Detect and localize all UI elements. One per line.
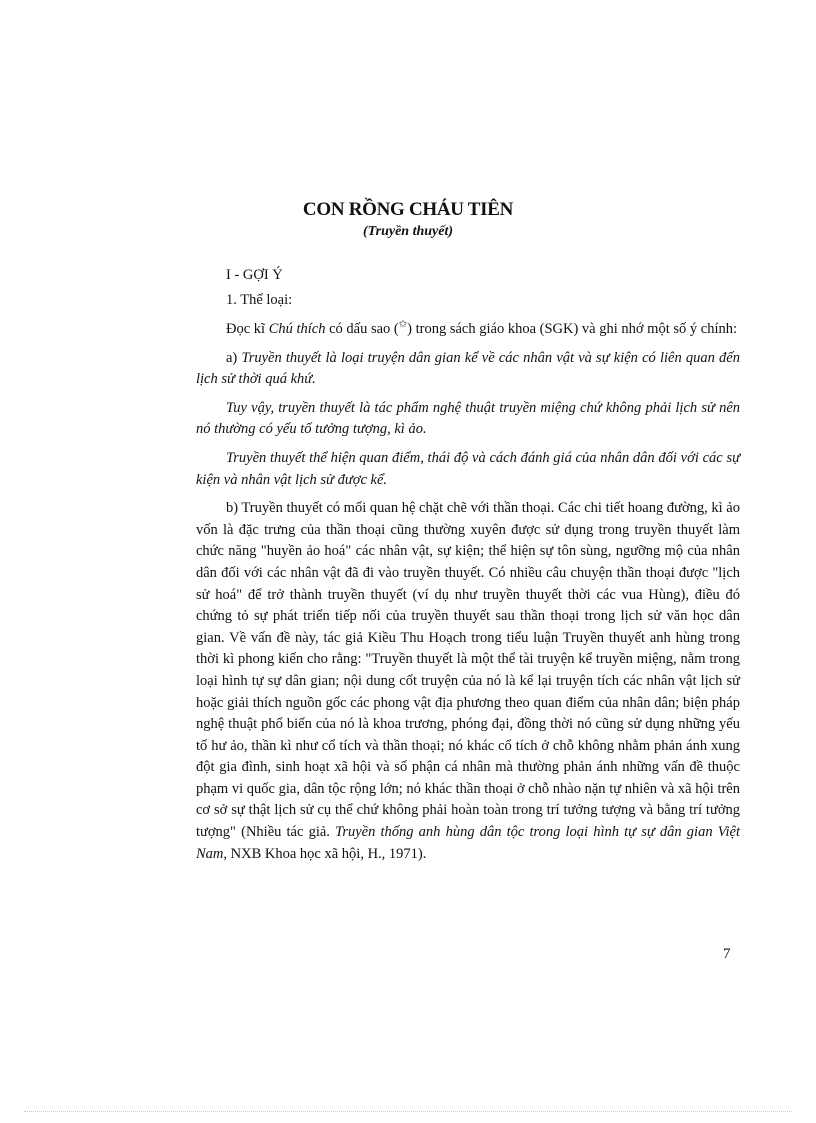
paragraph-2-text: Tuy vậy, truyền thuyết là tác phẩm nghệ thuật truyền miệng chứ không phải lịch sử nên nó thường có yếu tố tưởng tượng, kì ảo. <box>196 399 740 438</box>
bottom-divider <box>24 1111 792 1112</box>
page-title: CON RỒNG CHÁU TIÊN <box>302 199 514 220</box>
paragraph-b <box>196 498 740 865</box>
body-text <box>196 265 740 872</box>
paragraph-a <box>196 348 740 391</box>
subheading-genre: 1. Thể loại: <box>226 291 293 308</box>
star-icon: ✩ <box>398 319 408 331</box>
page-number: 7 <box>723 946 731 962</box>
paragraph-intro-text-2: có dấu sao ( <box>325 321 399 338</box>
page-subtitle: (Truyền thuyết) <box>362 224 454 239</box>
paragraph-3 <box>196 448 740 491</box>
section-heading: I - GỢI Ý <box>226 267 283 283</box>
paragraph-a-text: Truyền thuyết là loại truyện dân gian kể về các nhân vật và sự kiện có liên quan đến lịch sử thời quá khứ. <box>196 349 740 388</box>
paragraph-intro-text-3: ) trong sách giáo khoa (SGK) và ghi nhớ một số ý chính: <box>407 321 737 338</box>
citation-tail: , NXB Khoa học xã hội, H., 1971). <box>223 845 427 862</box>
paragraph-b-text: b) Truyền thuyết có mối quan hệ chặt chẽ với thần thoại. Các chi tiết hoang đường, kì ảo vốn là đặc trưng của thần thoại cũng thường xuyên được sử dụng trong truyền thuyết làm chức năng "huyền ảo hoá" các nhân vật, sự kiện; thể hiện sự tôn sùng, ngưỡng mộ của nhân dân đối với các nhân vật đã đi vào truyền thuyết. Có nhiều câu chuyện thần thoại được "lịch sử hoá" để trở thành truyền thuyết (ví dụ như truyền thuyết thời các vua Hùng), điều đó chứng tỏ sự phát triển tiếp nối của truyền thuyết sau thần thoại trong lịch sử văn học dân gian. Về vấn đề này, tác giả Kiều Thu Hoạch trong tiểu luận Truyền thuyết anh hùng trong thời kì phong kiến cho rằng: "Truyền thuyết là một thể tài truyện kể truyền miệng, nằm trong loại hình tự sự dân gian; nội dung cốt truyện của nó là kể lại truyện tích các nhân vật lịch sử hoặc giải thích nguồn gốc các phong vật địa phương theo quan điểm của nhân dân; biện pháp nghệ thuật phổ biến của nó là khoa trương, phóng đại, đồng thời nó cũng sử dụng những yếu tố hư ảo, thần kì như cổ tích và thần thoại; nó khác cổ tích ở chỗ không nhằm phản ánh xung đột gia đình, sinh hoạt xã hội và số phận cá nhân mà thường phản ánh những vấn đề thuộc phạm vi quốc gia, dân tộc rộng lớn; nó khác thần thoại ở chỗ nhào nặn tự nhiên và xã hội trên cơ sở sự thật lịch sử cụ thể chứ không phải hoàn toàn trong trí tưởng tượng và bằng trí tưởng tượng" (Nhiều tác giả. <box>196 500 740 841</box>
paragraph-2 <box>196 398 740 441</box>
paragraph-a-label: a) <box>226 349 242 366</box>
paragraph-intro <box>196 314 740 340</box>
citation-title: Truyền thống anh hùng dân tộc trong loại hình tự sự dân gian Việt Nam <box>196 824 741 862</box>
paragraph-3-text: Truyền thuyết thể hiện quan điểm, thái độ và cách đánh giá của nhân dân đối với các sự kiện và nhân vật lịch sử được kể. <box>196 449 740 488</box>
paragraph-intro-text: Đọc kĩ <box>226 321 269 338</box>
footnote-term: Chú thích <box>268 321 326 338</box>
